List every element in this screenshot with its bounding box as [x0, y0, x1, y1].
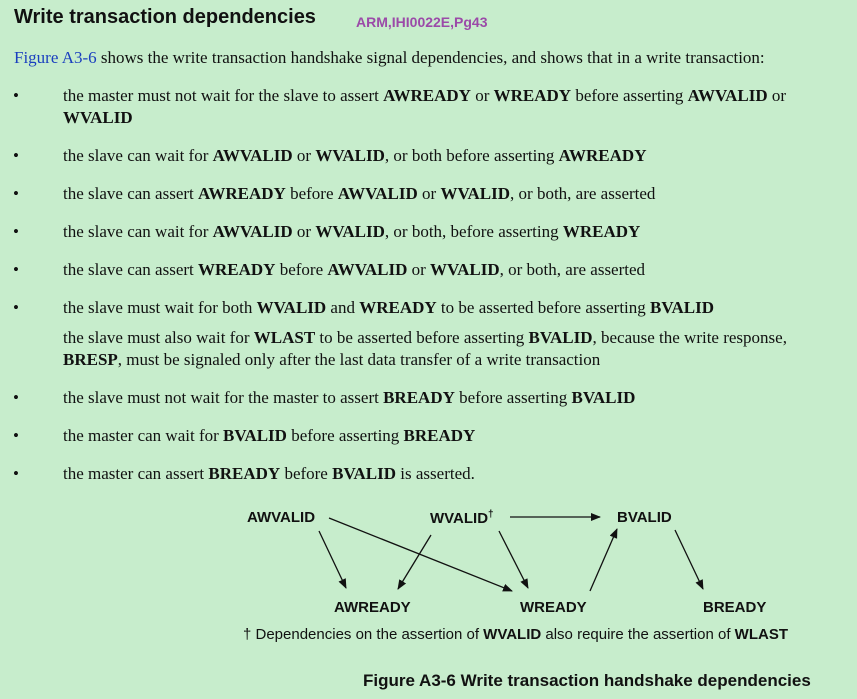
text-run: the slave can wait for [63, 146, 213, 165]
signal-name: AWVALID [327, 260, 408, 279]
bullet-text [63, 387, 838, 409]
signal-name: WVALID [315, 222, 385, 241]
node-wvalid-label: WVALID [430, 510, 489, 527]
bullet-text [63, 145, 838, 167]
text-run: , or both, are asserted [510, 184, 656, 203]
signal-name: BREADY [403, 426, 476, 445]
signal-name: AWVALID [212, 146, 293, 165]
signal-name: WREADY [359, 298, 437, 317]
text-run: or [470, 86, 494, 105]
text-run: , or both, are asserted [499, 260, 646, 279]
signal-name: WVALID [440, 184, 511, 203]
signal-name: AWREADY [558, 146, 647, 165]
node-wvalid [430, 509, 494, 527]
node-awready: AWREADY [334, 599, 411, 616]
text-run: or [767, 86, 787, 105]
bullet-text [63, 297, 838, 319]
signal-name: AWVALID [687, 86, 768, 105]
text-run: the slave must wait for both [63, 298, 257, 317]
intro-text: shows the write transaction handshake signal dependencies, and shows that in a write transaction: [96, 48, 765, 67]
bullet-marker: • [13, 260, 19, 279]
arrow-bvalid-bready [675, 530, 703, 589]
bullet-marker: • [13, 426, 19, 445]
bullet-marker: • [13, 298, 19, 317]
text-run: before [285, 184, 338, 203]
reference-note: ARM,IHI0022E,Pg43 [356, 14, 488, 30]
text-run: , or both, before asserting [384, 222, 563, 241]
signal-name: WLAST [253, 328, 316, 347]
text-run: , because the write response, [592, 328, 787, 347]
signal-name: WREADY [493, 86, 572, 105]
text-run: and [326, 298, 360, 317]
text-run: the master must not wait for the slave to assert [63, 86, 384, 105]
text-run: before asserting [286, 426, 404, 445]
bullet-marker: • [13, 86, 19, 105]
bullet-text [63, 85, 838, 129]
node-awvalid: AWVALID [247, 509, 316, 526]
figure-caption: Figure A3-6 Write transaction handshake dependencies [363, 671, 811, 690]
text-run: or [417, 184, 441, 203]
signal-name: WVALID [256, 298, 327, 317]
bullet-text [63, 425, 838, 447]
text-run: or [292, 146, 316, 165]
text-run: to be asserted before asserting [315, 328, 529, 347]
bullet-marker: • [13, 184, 19, 203]
bullet-text [63, 221, 838, 243]
text-run: the slave can assert [63, 260, 198, 279]
footnote-term-wlast: WLAST [734, 626, 788, 643]
footnote-term-wvalid: WVALID [483, 626, 542, 643]
signal-name: WREADY [198, 260, 276, 279]
signal-name: BVALID [571, 388, 636, 407]
signal-name: AWREADY [198, 184, 286, 203]
text-run: or [292, 222, 316, 241]
signal-name: AWVALID [212, 222, 293, 241]
signal-name: BREADY [383, 388, 455, 407]
text-run: the master can wait for [63, 426, 224, 445]
signal-name: AWVALID [337, 184, 418, 203]
dagger-mark: † [488, 509, 494, 520]
figure-link[interactable]: Figure A3-6 [14, 48, 97, 67]
bullet-text [63, 183, 838, 205]
diagram-footnote [243, 626, 788, 643]
text-run: the slave can assert [63, 184, 198, 203]
footnote-middle: also require the assertion of [541, 626, 735, 643]
arrow-wvalid-wready [499, 531, 528, 588]
page-title: Write transaction dependencies [14, 6, 316, 28]
text-run: the slave can wait for [63, 222, 213, 241]
node-bready: BREADY [703, 599, 767, 616]
text-run: before [275, 260, 328, 279]
bullet-text [63, 463, 838, 485]
intro-paragraph [14, 47, 844, 68]
dependency-diagram [0, 495, 857, 699]
text-run: the slave must not wait for the master to assert [63, 388, 384, 407]
text-run: before [280, 464, 333, 483]
text-run: , must be signaled only after the last data transfer of a write transaction [117, 350, 601, 369]
bullet-marker: • [13, 388, 19, 407]
text-run: before asserting [454, 388, 572, 407]
signal-name: BVALID [223, 426, 287, 445]
bullet-text [63, 259, 838, 281]
text-run: is asserted. [396, 464, 475, 483]
footnote-prefix: † Dependencies on the assertion of [243, 626, 484, 643]
signal-name: BVALID [332, 464, 397, 483]
bullet-marker: • [13, 222, 19, 241]
bullet-marker: • [13, 146, 19, 165]
arrow-wready-bvalid [590, 529, 617, 591]
signal-name: BVALID [528, 328, 593, 347]
text-run: the master can assert [63, 464, 209, 483]
text-run: the slave must also wait for [63, 328, 254, 347]
text-run: to be asserted before asserting [436, 298, 651, 317]
text-run: before asserting [571, 86, 688, 105]
signal-name: WVALID [430, 260, 500, 279]
signal-name: BVALID [650, 298, 714, 317]
arrow-awvalid-awready [319, 531, 346, 588]
signal-name: WVALID [63, 108, 133, 127]
node-wready: WREADY [520, 599, 587, 616]
signal-name: WVALID [315, 146, 385, 165]
signal-name: AWREADY [383, 86, 471, 105]
signal-name: WREADY [562, 222, 641, 241]
text-run: or [407, 260, 431, 279]
bullet-text [63, 327, 838, 371]
signal-name: BRESP [63, 350, 118, 369]
node-bvalid: BVALID [617, 509, 672, 526]
arrow-awvalid-wready [329, 518, 512, 591]
signal-name: BREADY [208, 464, 281, 483]
arrow-wvalid-awready [398, 535, 431, 589]
text-run: , or both before asserting [384, 146, 559, 165]
bullet-marker: • [13, 464, 19, 483]
